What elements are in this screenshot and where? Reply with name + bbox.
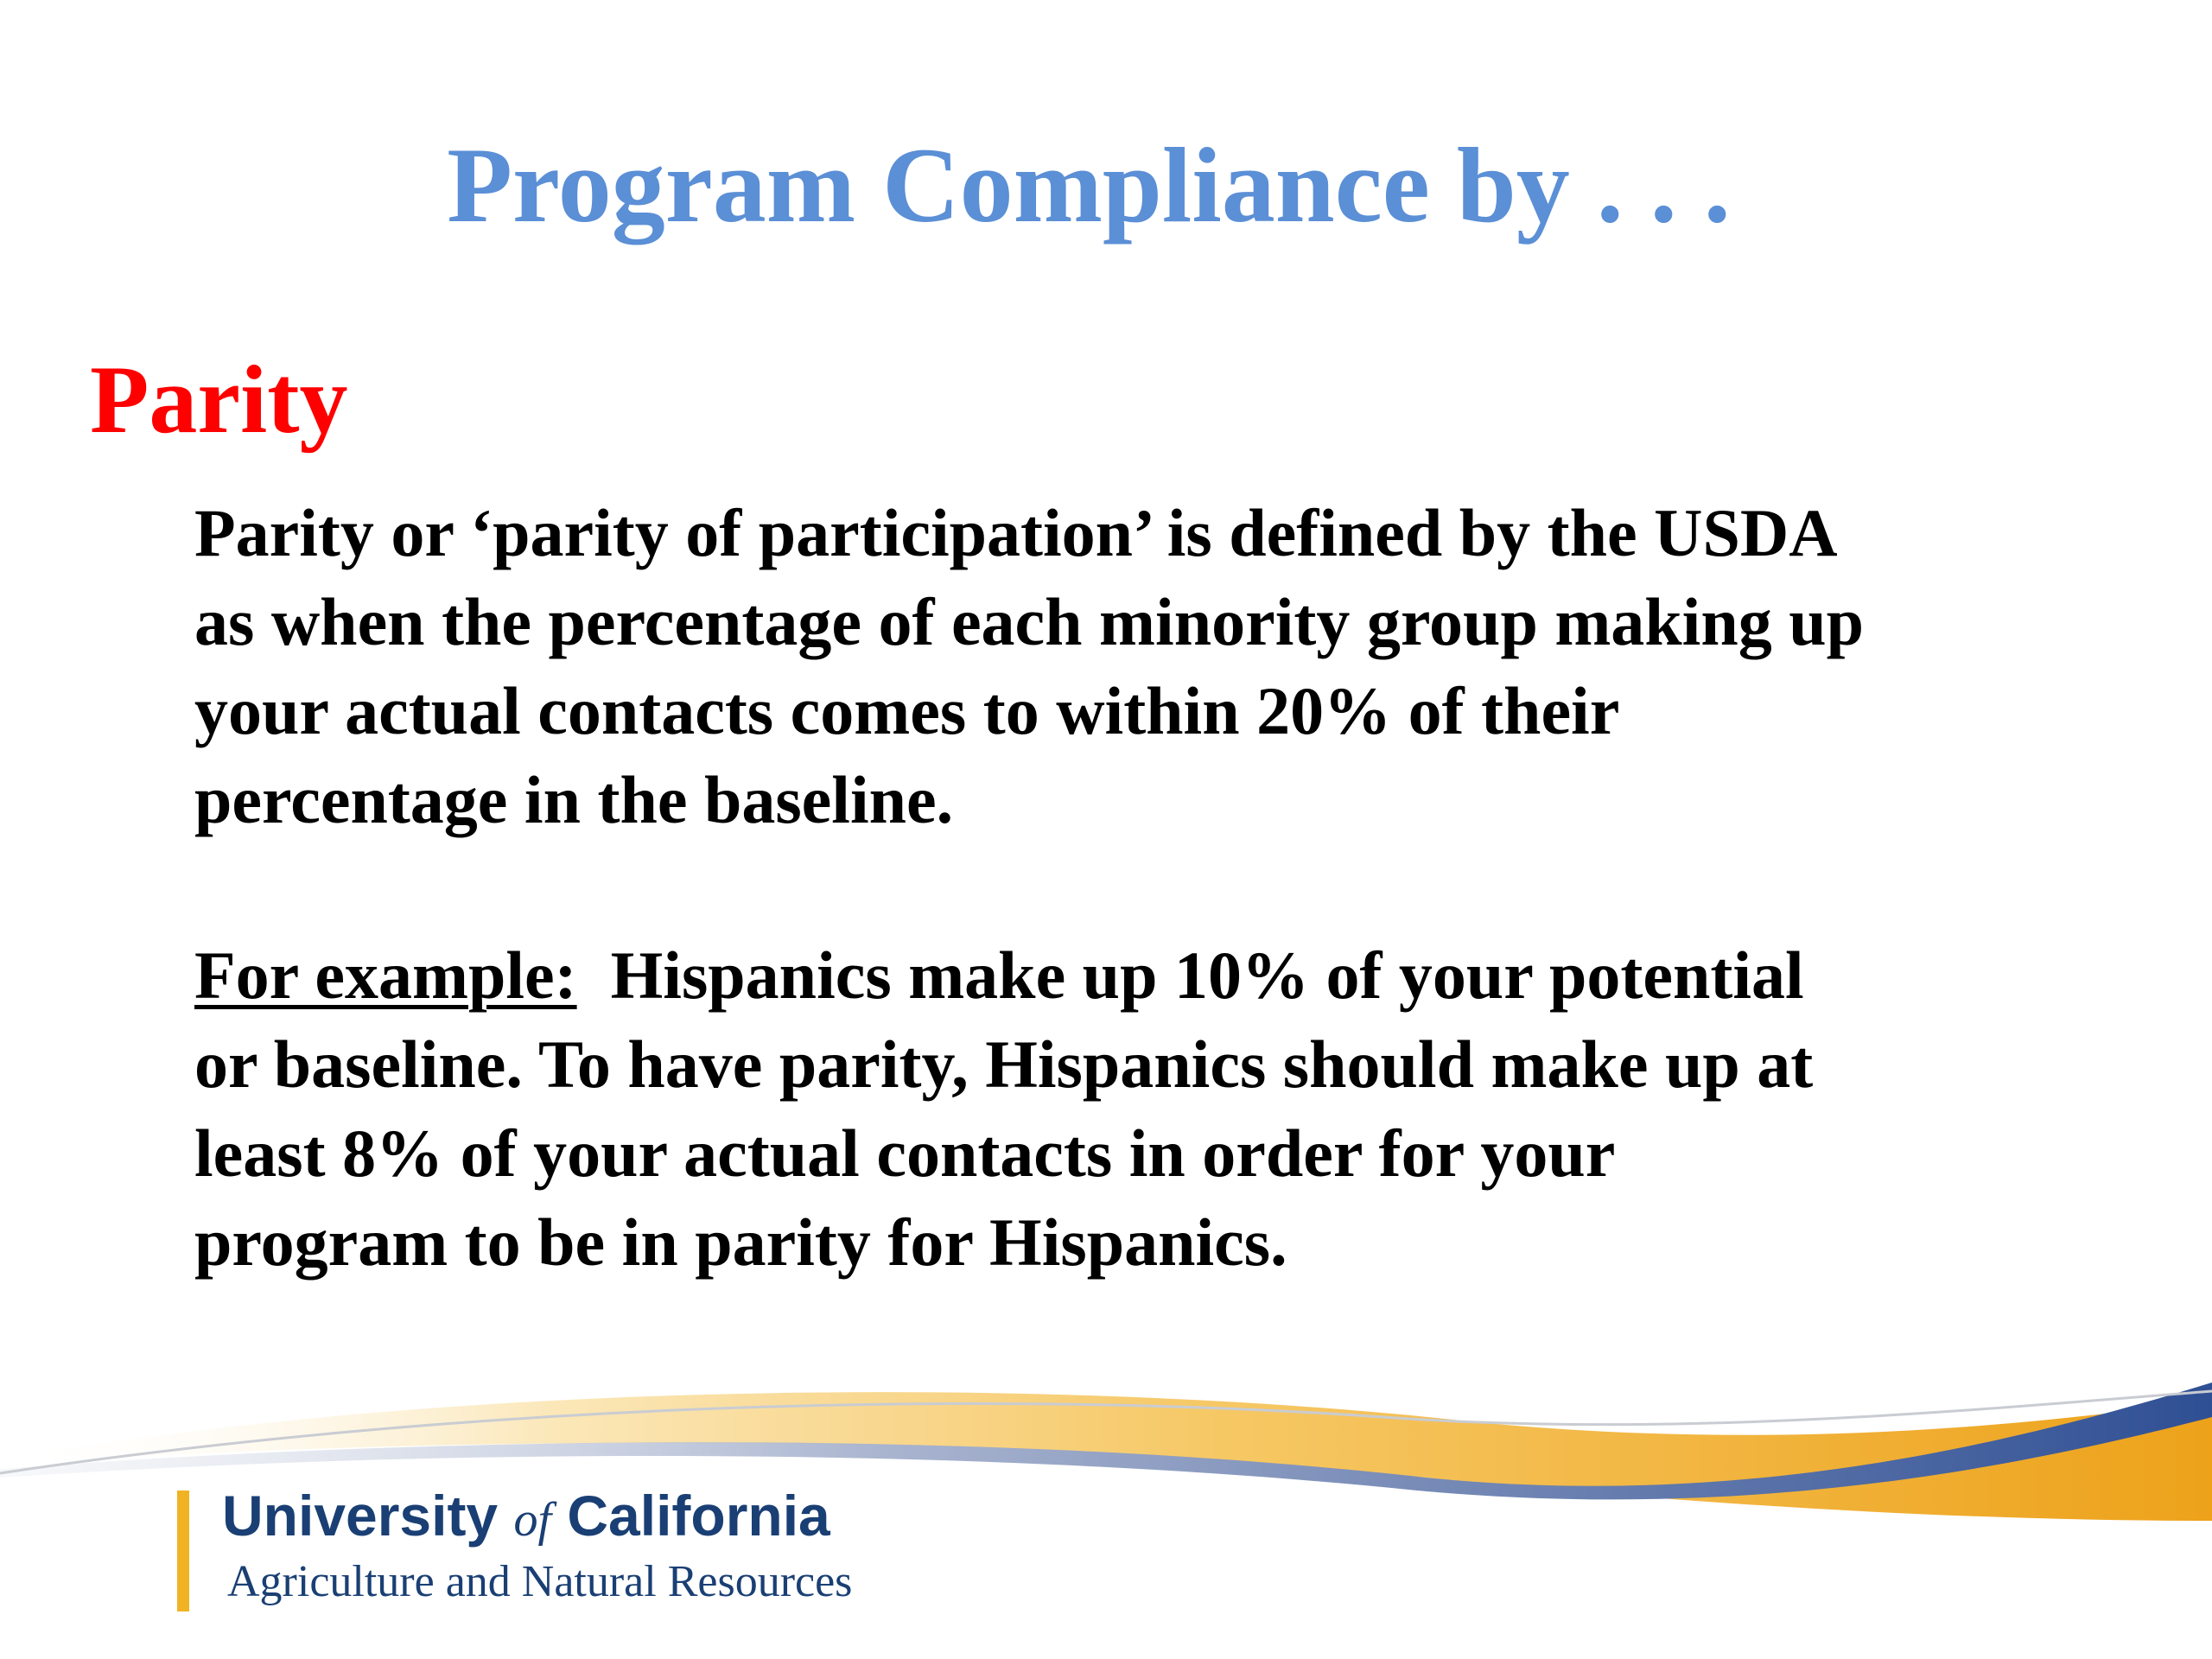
example-line-4: program to be in parity for Hispanics. xyxy=(194,1205,1287,1280)
uc-anr-logo xyxy=(177,1482,955,1611)
example-label: For example: xyxy=(194,938,577,1013)
logo-agriculture-text: Agriculture and Natural Resources xyxy=(227,1557,853,1606)
definition-line-2: as when the percentage of each minority group making up xyxy=(194,584,1864,659)
definition-line-1: Parity or ‘parity of participation’ is defined by the USDA xyxy=(194,495,1838,570)
example-line-2: or baseline. To have parity, Hispanics should make up at xyxy=(194,1027,1814,1102)
definition-paragraph xyxy=(194,488,2130,844)
section-heading: Parity xyxy=(90,346,348,454)
logo-of-text: of xyxy=(513,1493,552,1547)
logo-accent-bar xyxy=(177,1491,189,1611)
example-line-3: least 8% of your actual contacts in order for your xyxy=(194,1116,1616,1191)
definition-line-3: your actual contacts comes to within 20% of their xyxy=(194,673,1620,748)
logo-university-text: University xyxy=(222,1484,514,1548)
example-line-1 xyxy=(194,931,2130,1020)
example-paragraph xyxy=(194,931,2130,1287)
example-line-1-text: Hispanics make up 10% of your potential xyxy=(610,938,1804,1013)
logo-university-of-california xyxy=(222,1482,830,1554)
logo-california-text: California xyxy=(551,1484,830,1548)
definition-line-4: percentage in the baseline. xyxy=(194,762,954,837)
slide-title: Program Compliance by . . . xyxy=(447,126,1731,245)
